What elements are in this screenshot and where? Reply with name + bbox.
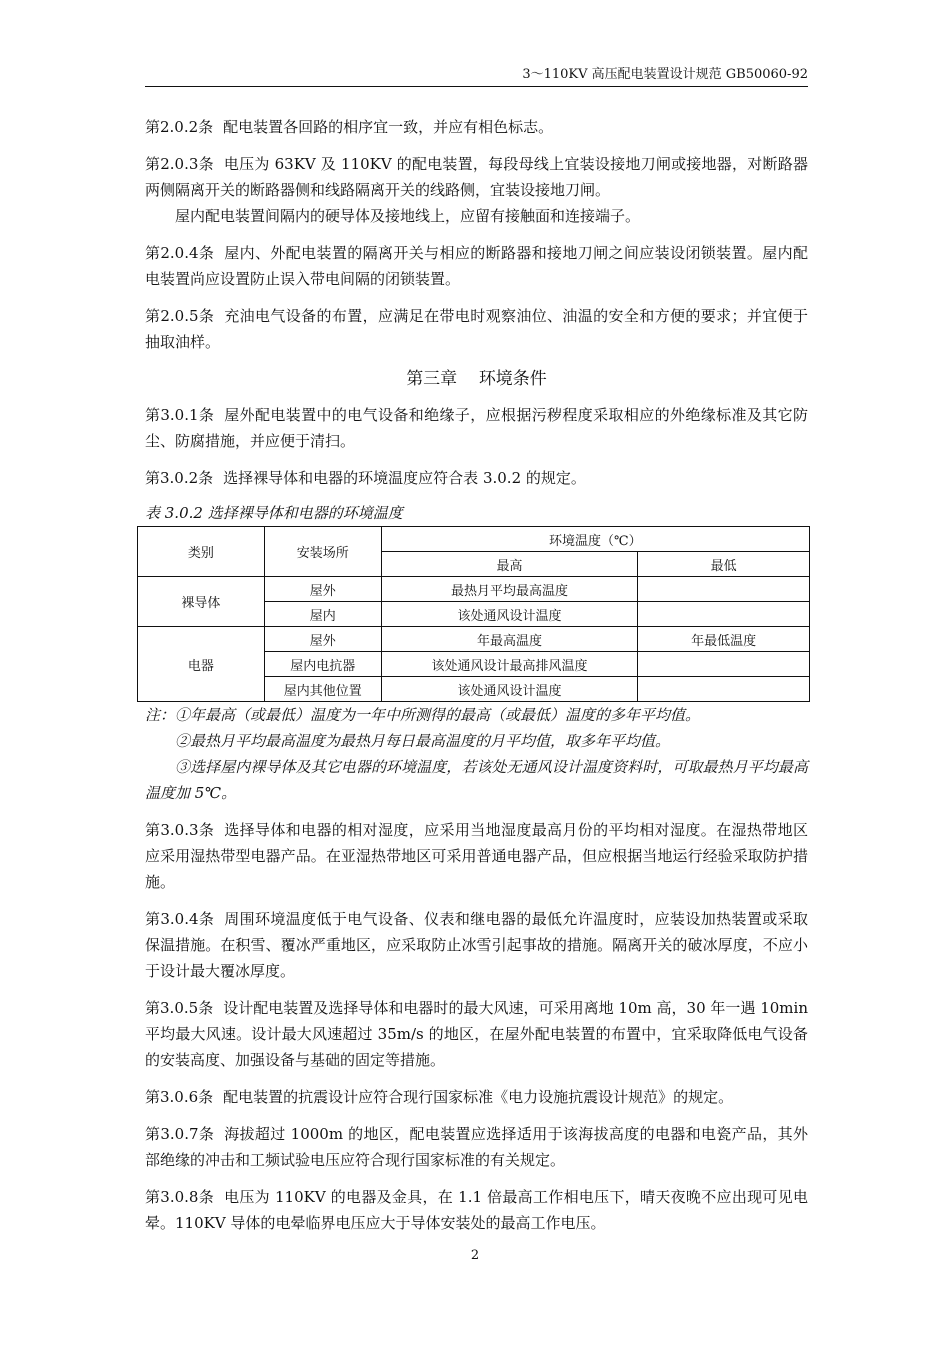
article-text: 周围环境温度低于电气设备、仪表和继电器的最低允许温度时，应装设加热装置或采取保温措施。在积雪、覆冰严重地区，应采取防止冰雪引起事故的措施。隔离开关的破冰厚度，不应小于设计最大覆冰厚度。 [145,910,808,980]
cell-min [638,577,810,602]
article-3-0-6 [145,1084,808,1110]
article-text: 屋外配电装置中的电气设备和绝缘子，应根据污秽程度采取相应的外绝缘标准及其它防尘、防腐措施，并应便于清扫。 [145,406,808,450]
cell-min [638,602,810,627]
chapter-heading [145,366,808,392]
article-number: 第3.0.5条 [145,999,214,1017]
table-caption: 表 3.0.2 选择裸导体和电器的环境温度 [145,504,403,522]
article-3-0-2 [145,465,808,491]
group-name: 裸导体 [138,577,265,627]
article-number: 第2.0.5条 [145,307,215,325]
cell-location: 屋外 [264,577,381,602]
header-env-temp: 环境温度（℃） [381,527,809,552]
cell-location: 屋内其他位置 [264,677,381,702]
note-1: 注：①年最高（或最低）温度为一年中所测得的最高（或最低）温度的多年平均值。 [145,706,701,724]
header-rule [145,86,808,87]
article-text: 选择导体和电器的相对湿度，应采用当地湿度最高月份的平均相对湿度。在湿热带地区应采用湿热带型电器产品。在亚湿热带地区可采用普通电器产品，但应根据当地运行经验采取防护措施。 [145,821,808,891]
page-body [145,114,808,1247]
article-2-0-3-sub: 屋内配电装置间隔内的硬导体及接地线上，应留有接触面和连接端子。 [175,207,641,225]
article-number: 第3.0.4条 [145,910,215,928]
article-text: 屋内、外配电装置的隔离开关与相应的断路器和接地刀闸之间应装设闭锁装置。屋内配电装置尚应设置防止误入带电间隔的闭锁装置。 [145,244,808,288]
article-3-0-4 [145,906,808,984]
article-3-0-3 [145,817,808,895]
running-header: 3～110KV 高压配电装置设计规范 GB50060-92 [522,67,808,82]
table-row [138,627,810,652]
cell-min [638,652,810,677]
cell-max: 最热月平均最高温度 [381,577,638,602]
article-text: 设计配电装置及选择导体和电器时的最大风速，可采用离地 10m 高，30 年一遇 10min 平均最大风速。设计最大风速超过 35m/s 的地区，在屋外配电装置的布置中，宜采取降低电气设备的安装高度、加强设备与基础的固定等措施。 [145,999,808,1069]
header-category: 类别 [138,527,265,577]
cell-max: 该处通风设计温度 [381,677,638,702]
article-text: 选择裸导体和电器的环境温度应符合表 3.0.2 的规定。 [223,469,586,487]
table-header-row [138,527,810,552]
cell-max: 年最高温度 [381,627,638,652]
header-location: 安装场所 [264,527,381,577]
article-3-0-5 [145,995,808,1073]
cell-max: 该处通风设计最高排风温度 [381,652,638,677]
note-2: ②最热月平均最高温度为最热月每日最高温度的月平均值，取多年平均值。 [175,732,671,750]
cell-location: 屋内电抗器 [264,652,381,677]
article-text: 电压为 63KV 及 110KV 的配电装置，每段母线上宜装设接地刀闸或接地器，对断路器两侧隔离开关的断路器侧和线路隔离开关的线路侧，宜装设接地刀闸。 [145,155,809,199]
cell-min: 年最低温度 [638,627,810,652]
group-name: 电器 [138,627,265,702]
article-number: 第3.0.6条 [145,1088,214,1106]
article-text: 配电装置各回路的相序宜一致，并应有相色标志。 [223,118,554,136]
article-2-0-5 [145,303,808,355]
table-notes [145,702,808,806]
article-number: 第2.0.4条 [145,244,215,262]
article-2-0-4 [145,240,808,292]
chapter-number: 第三章 [406,369,458,389]
chapter-title: 环境条件 [478,369,547,389]
article-number: 第3.0.1条 [145,406,215,424]
cell-min [638,677,810,702]
page-number: 2 [470,1248,480,1263]
article-text: 海拔超过 1000m 的地区，配电装置应选择适用于该海拔高度的电器和电瓷产品，其外部绝缘的冲击和工频试验电压应符合现行国家标准的有关规定。 [145,1125,808,1169]
article-number: 第3.0.2条 [145,469,214,487]
article-3-0-8 [145,1184,808,1236]
article-text: 配电装置的抗震设计应符合现行国家标准《电力设施抗震设计规范》的规定。 [223,1088,734,1106]
article-number: 第2.0.3条 [145,155,214,173]
article-2-0-3 [145,151,808,203]
note-3: ③选择屋内裸导体及其它电器的环境温度，若该处无通风设计温度资料时，可取最热月平均最高温度加 5℃。 [145,758,808,802]
article-text: 充油电气设备的布置，应满足在带电时观察油位、油温的安全和方便的要求；并宜便于抽取油样。 [145,307,808,351]
cell-location: 屋内 [264,602,381,627]
table-row [138,577,810,602]
env-temp-table [137,526,810,702]
cell-max: 该处通风设计温度 [381,602,638,627]
cell-location: 屋外 [264,627,381,652]
header-max: 最高 [381,552,638,577]
article-number: 第3.0.3条 [145,821,215,839]
article-number: 第2.0.2条 [145,118,214,136]
article-3-0-7 [145,1121,808,1173]
article-number: 第3.0.7条 [145,1125,215,1143]
article-text: 电压为 110KV 的电器及金具，在 1.1 倍最高工作相电压下，晴天夜晚不应出现可见电晕。110KV 导体的电晕临界电压应大于导体安装处的最高工作电压。 [145,1188,808,1232]
article-2-0-2 [145,114,808,140]
article-3-0-1 [145,402,808,454]
article-number: 第3.0.8条 [145,1188,215,1206]
header-min: 最低 [638,552,810,577]
